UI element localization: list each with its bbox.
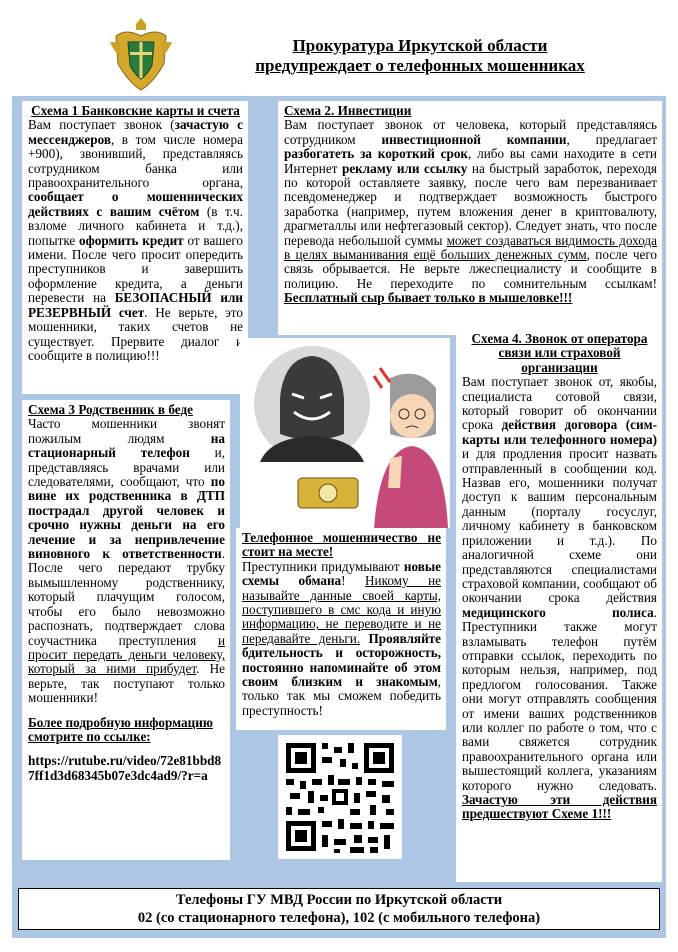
bold-run: БЕЗОПАСНЫЙ или РЕЗЕРВНЫЙ счет — [28, 290, 243, 320]
footer-line-1: Телефоны ГУ МВД России по Иркутской области — [175, 892, 503, 908]
header-line-1: Прокуратура Иркутской области — [292, 36, 548, 55]
prosecutor-emblem-icon — [106, 12, 176, 94]
text-run: . После чего передают трубку вымышленному родственнику, который плачущим голосом, чтобы его было невозможно распознать, подтверждает слова соучастника преступления — [28, 546, 225, 648]
text-run: ! — [341, 573, 366, 589]
bold-underlined-run: Зачастую эти действия предшествуют Схеме 1!!! — [462, 792, 657, 822]
underlined-run: Никому не называйте данные своей карты, поступившего в смс кода и иную информацию, не переводите и не передавайте деньги. — [242, 573, 441, 646]
police-phones-footer — [18, 888, 660, 930]
scheme-3-text — [28, 417, 225, 705]
bold-run: медицинского полиса — [462, 604, 654, 620]
text-run: и, представляясь врачами или следователями, сообщают, что — [28, 445, 225, 490]
middle-text — [242, 560, 441, 718]
middle-warning-box — [236, 528, 446, 730]
video-link[interactable]: https://rutube.ru/video/72e81bbd87ff1d3d68345b07e3dc4ad9/?r=a — [28, 753, 222, 783]
scheme-4-box — [456, 329, 662, 882]
scheme-2-box — [278, 101, 662, 335]
text-run: , либо вы сами находите в сети Интернет — [284, 146, 657, 176]
bold-run: инвестиционной компании — [381, 131, 567, 147]
text-run: . Преступники также могут взламывать телефон путём отправки ссылок, переходить по которым нельзя, например, под предлогом голосования. Также они могут отправлять сообщения от имени ваших родственников или коллег по работе о том, что с вами свяжется сотрудник правоохранительного органа или вышестоящий коллега, указаниям которого нужно следовать. — [462, 604, 657, 793]
text-run: Вам поступает звонок от, якобы, специалиста сотовой связи, который говорит об окончании срока — [462, 374, 657, 433]
text-run: от вашего имени. После чего просит опередить преступников и завершить оформление кредита, а деньги перевести на — [28, 232, 243, 306]
scammer-illustration-icon — [240, 338, 450, 528]
text-run — [360, 631, 368, 646]
text-run: (в т.ч. взломе личного кабинета и т.д.), попытке — [28, 203, 243, 248]
scheme-1-box — [22, 101, 248, 394]
underlined-run: может создаваться видимость дохода в целях выманивания ещё больших денежных сумм — [284, 232, 657, 263]
text-run: , предлагает — [566, 131, 657, 147]
text-run: . Не верьте, так поступают только мошенники! — [28, 661, 225, 706]
footer-line-2: 02 (со стационарного телефона), 102 (с мобильного телефона) — [137, 910, 541, 926]
bold-run: рекламу или ссылку — [341, 160, 468, 176]
text-run: , после чего связь обрывается. Не верьте лжеспециалисту и сообщите в полицию. Не переходите по сомнительным ссылкам! — [284, 247, 657, 291]
scheme-4-text — [462, 375, 657, 822]
text-run: и для продления просит назвать отправленный в сообщении код. Назвав его, мошенники получат доступ к вашим персональным данным (порталу госуслуг, личному кабинету в банковском приложении и т.д.). По аналогичной схеме они представляются специалистами страховой компании, сообщают об окончании срока действия — [462, 446, 657, 606]
underlined-run: и просит передать деньги человеку, который за ними прибудет — [28, 632, 225, 677]
header-line-2: предупреждает о телефонных мошенниках — [255, 56, 585, 75]
text-run: Вам поступает звонок от человека, который представляясь сотрудником — [284, 117, 657, 147]
scheme-3-title: Схема 3 Родственник в беде — [28, 402, 193, 417]
bold-underlined-run: Бесплатный сыр бывает только в мышеловке!!! — [284, 290, 573, 306]
bold-run: новые схемы обмана — [242, 558, 441, 589]
poster-header — [180, 36, 660, 76]
bold-run: сообщает о мошеннических действиях с вашим счётом — [28, 189, 243, 219]
bold-run: зачастую с мессенджеров — [28, 117, 243, 147]
scheme-2-title: Схема 2. Инвестиции — [284, 103, 412, 118]
bold-run: разбогатеть за короткий срок — [284, 146, 469, 162]
bold-run: Проявляйте бдительность и осторожность, постоянно напоминайте об этом своим близким и знакомым — [242, 630, 441, 690]
bold-run: действия договора (сим-карты или телефонного номера) — [462, 417, 657, 447]
text-run: Часто мошенники звонят пожилым людям — [28, 416, 225, 446]
bold-run: по вине их родственника в ДТП пострадал другой человек и срочно нужны деньги на его лечение и за непривлечение виновного к ответственности — [28, 474, 225, 562]
scheme-1-title: Схема 1 Банковские карты и счета — [31, 103, 240, 118]
bold-run: оформить кредит — [79, 232, 184, 248]
bold-run: на стационарный телефон — [28, 430, 225, 461]
scheme-2-text — [284, 118, 657, 305]
qr-code-icon[interactable] — [278, 735, 402, 859]
text-run: Преступники придумывают — [242, 558, 404, 574]
middle-title: Телефонное мошенничество не стоит на месте! — [242, 530, 441, 560]
scheme-1-text — [28, 118, 243, 363]
text-run: на быстрый заработок, переходя по которой оставляете заявку, после чего вам перезванивает псевдоменеджер и подтверждает возможность быстрого заработка (например, путем вложения денег в криптовалюту, драгметаллы или нефтегазовый сектор). Следует знать, что после перевода небольшой суммы — [284, 160, 657, 248]
text-run: , только так мы сможем победить преступность! — [242, 674, 441, 718]
more-info-label: Более подробную информацию смотрите по ссылке: — [28, 714, 213, 744]
scheme-4-title: Схема 4. Звонок от оператора связи или страховой организации — [471, 331, 648, 375]
text-run: . Не верьте, это мошенники, таких счетов не существует. Прервите диалог и сообщите в полицию!!! — [28, 304, 243, 363]
text-run: Вам поступает звонок ( — [28, 117, 175, 133]
text-run: , в том числе номера +900), звонивший, представляясь сотрудником банка или правоохранительного органа, — [28, 131, 243, 191]
scheme-3-box — [22, 400, 230, 860]
